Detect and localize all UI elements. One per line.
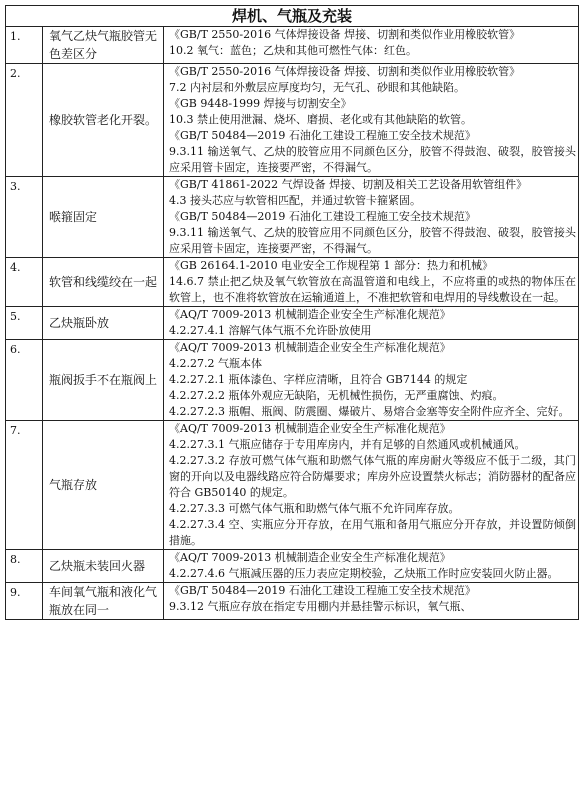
regulation-basis <box>164 64 579 177</box>
regulation-line: 9.3.12 气瓶应存放在指定专用棚内并悬挂警示标识，氧气瓶、 <box>169 600 472 613</box>
table-title: 焊机、气瓶及充装 <box>6 6 579 27</box>
regulation-line: 4.2.27.3.1 气瓶应储存于专用库房内，并有足够的自然通风或机械通风。 <box>169 438 526 451</box>
row-number: 8. <box>6 550 43 583</box>
row-number: 9. <box>6 583 43 620</box>
regulation-line: 4.2.27.3.3 可燃气体气瓶和助燃气体气瓶不允许同库存放。 <box>169 502 460 515</box>
hazard-description: 橡胶软管老化开裂。 <box>43 64 164 177</box>
table-row <box>6 177 579 258</box>
regulation-table <box>5 5 579 620</box>
regulation-line: 10.3 禁止使用泄漏、烧坏、磨损、老化或有其他缺陷的软管。 <box>169 113 472 126</box>
regulation-line: 《GB/T 50484—2019 石油化工建设工程施工安全技术规范》 <box>169 210 476 223</box>
regulation-line: 《AQ/T 7009-2013 机械制造企业安全生产标准化规范》 <box>169 308 451 321</box>
table-body <box>6 27 579 620</box>
regulation-line: 10.2 氧气：蓝色；乙炔和其他可燃性气体：红色。 <box>169 44 417 57</box>
hazard-description: 乙炔瓶未装回火器 <box>43 550 164 583</box>
regulation-basis <box>164 421 579 550</box>
regulation-line: 《AQ/T 7009-2013 机械制造企业安全生产标准化规范》 <box>169 341 451 354</box>
regulation-line: 《AQ/T 7009-2013 机械制造企业安全生产标准化规范》 <box>169 551 451 564</box>
hazard-description: 瓶阀扳手不在瓶阀上 <box>43 340 164 421</box>
regulation-basis <box>164 307 579 340</box>
regulation-basis <box>164 550 579 583</box>
table-row <box>6 421 579 550</box>
regulation-line: 《GB/T 50484—2019 石油化工建设工程施工安全技术规范》 <box>169 129 476 142</box>
table-row <box>6 64 579 177</box>
regulation-line: 4.2.27.4.1 溶解气体气瓶不允许卧放使用 <box>169 324 372 337</box>
regulation-line: 4.2.27.3.2 存放可燃气体气瓶和助燃气体气瓶的库房耐火等级应不低于二级，其门窗的开向以及电器线路应符合防爆要求；库房外应设置禁火标志；消防器材的配备应符合 GB50140 的规定。 <box>169 454 577 499</box>
table-row <box>6 307 579 340</box>
regulation-basis <box>164 258 579 307</box>
regulation-line: 《GB/T 2550-2016 气体焊接设备 焊接、切割和类似作业用橡胶软管》 <box>169 65 521 78</box>
hazard-description: 乙炔瓶卧放 <box>43 307 164 340</box>
regulation-line: 4.3 接头芯应与软管相匹配，并通过软管卡箍紧固。 <box>169 194 421 207</box>
row-number: 7. <box>6 421 43 550</box>
regulation-line: 4.2.27.3.4 空、实瓶应分开存放，在用气瓶和备用气瓶应分开存放，并设置防倾倒措施。 <box>169 518 577 547</box>
row-number: 2. <box>6 64 43 177</box>
table-row <box>6 583 579 620</box>
regulation-line: 《AQ/T 7009-2013 机械制造企业安全生产标准化规范》 <box>169 422 451 435</box>
regulation-line: 《GB/T 50484—2019 石油化工建设工程施工安全技术规范》 <box>169 584 476 597</box>
row-number: 1. <box>6 27 43 64</box>
table-row <box>6 550 579 583</box>
regulation-basis <box>164 177 579 258</box>
regulation-line: 4.2.27.2.1 瓶体漆色、字样应清晰，且符合 GB7144 的规定 <box>169 373 468 386</box>
regulation-line: 4.2.27.2 气瓶本体 <box>169 357 262 370</box>
hazard-description: 软管和线缆绞在一起 <box>43 258 164 307</box>
regulation-line: 《GB 26164.1-2010 电业安全工作规程第 1 部分：热力和机械》 <box>169 259 494 272</box>
table-row <box>6 27 579 64</box>
regulation-line: 4.2.27.2.3 瓶帽、瓶阀、防震圈、爆破片、易熔合金塞等安全附件应齐全、完好。 <box>169 405 570 418</box>
regulation-line: 9.3.11 输送氧气、乙炔的胶管应用不同颜色区分，胶管不得鼓泡、破裂，胶管接头应采用管卡固定，连接要严密，不得漏气。 <box>169 226 577 255</box>
regulation-basis <box>164 27 579 64</box>
regulation-line: 4.2.27.4.6 气瓶减压器的压力表应定期校验，乙炔瓶工作时应安装回火防止器。 <box>169 567 559 580</box>
regulation-line: 《GB 9448-1999 焊接与切割安全》 <box>169 97 352 110</box>
regulation-line: 7.2 内衬层和外敷层应厚度均匀，无气孔、砂眼和其他缺陷。 <box>169 81 465 94</box>
regulation-line: 9.3.11 输送氧气、乙炔的胶管应用不同颜色区分，胶管不得鼓泡、破裂，胶管接头应采用管卡固定，连接要严密，不得漏气。 <box>169 145 577 174</box>
regulation-basis <box>164 583 579 620</box>
regulation-line: 14.6.7 禁止把乙炔及氧气软管放在高温管道和电线上，不应将重的或热的物体压在软管上，也不准将软管放在运输通道上，不准把软管和电焊用的导线敷设在一起。 <box>169 275 577 304</box>
regulation-basis <box>164 340 579 421</box>
hazard-description: 氧气乙炔气瓶胶管无色差区分 <box>43 27 164 64</box>
row-number: 4. <box>6 258 43 307</box>
hazard-description: 气瓶存放 <box>43 421 164 550</box>
regulation-line: 4.2.27.2.2 瓶体外观应无缺陷，无机械性损伤，无严重腐蚀、灼痕。 <box>169 389 504 402</box>
table-row <box>6 258 579 307</box>
row-number: 3. <box>6 177 43 258</box>
table-row <box>6 340 579 421</box>
hazard-description: 车间氧气瓶和液化气瓶放在同一 <box>43 583 164 620</box>
regulation-line: 《GB/T 2550-2016 气体焊接设备 焊接、切割和类似作业用橡胶软管》 <box>169 28 521 41</box>
hazard-description: 喉箍固定 <box>43 177 164 258</box>
row-number: 5. <box>6 307 43 340</box>
row-number: 6. <box>6 340 43 421</box>
regulation-line: 《GB/T 41861-2022 气焊设备 焊接、切割及相关工艺设备用软管组件》 <box>169 178 528 191</box>
